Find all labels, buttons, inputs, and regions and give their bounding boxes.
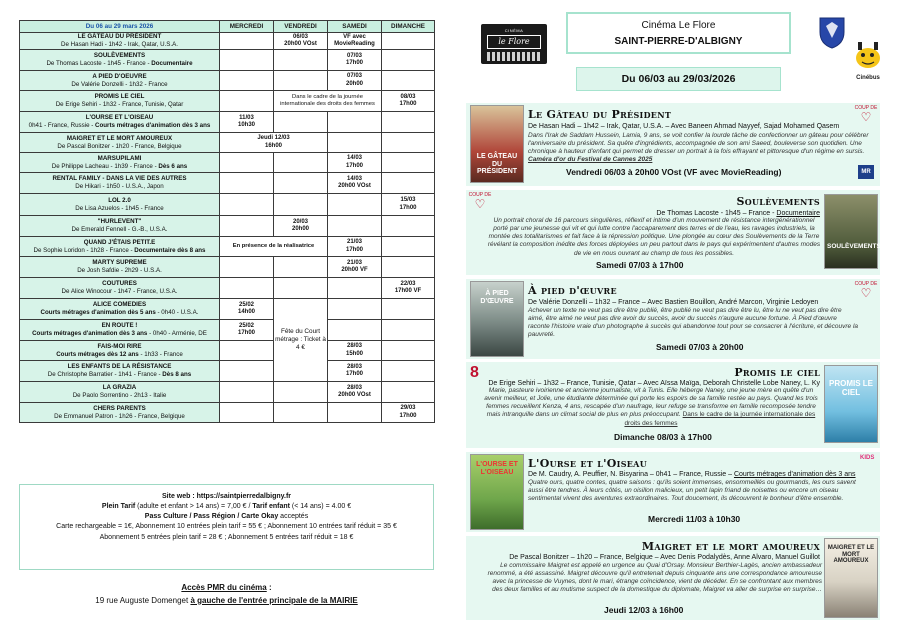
film-synopsis-soulevements: Un portrait choral de 16 parcours singulières, réflexif et intime d'un mouvement de résistance intergénérationnel porté par une jeunesse qui vit et qui lutte contre l'accaparement des terres et de l'eau, les ravages industriels, la montée des totalitarismes et fait face à la répression politique. Une plongée au cœur des Soulèvements de la Terre révélant la composition inédite des forces déployées un peu partout dans le pays qui expérimentent d'autres modes de vie en nous ouvrant au champ de tous les possibles. [487,217,821,257]
schedule-cell-samedi: 28/03 15h00 [328,341,382,361]
poster-soulevements [824,194,881,269]
schedule-film-title: QUAND J'ÉTAIS PETIT.E [83,238,156,246]
pass-after: acceptés [278,513,309,521]
schedule-film-cell [20,33,220,50]
schedule-film-cell [20,257,220,278]
schedule-row [20,71,435,91]
schedule-row [20,216,435,237]
plein-tarif-text: (adulte et enfant > 14 ans) = 7,00 € / [135,503,253,511]
schedule-film-cell [20,91,220,112]
info-box [19,484,434,570]
schedule-film-desc-bold: Courts métrages d'animation dès 3 ans [95,122,211,129]
schedule-table [19,20,435,423]
schedule-film-desc [21,247,218,255]
schedule-row [20,50,435,71]
schedule-cell-mercredi [220,194,274,216]
schedule-cell-vendredi [274,112,328,133]
schedule-cell-vendredi [274,153,328,173]
schedule-row [20,91,435,112]
schedule-cell-mercredi [220,71,274,91]
schedule-row [20,341,435,361]
schedule-cell-dimanche [382,320,435,341]
schedule-film-desc-text: De Paolo Sorrentino - 2h13 - Italie [72,392,167,399]
schedule-film-desc [21,351,218,359]
schedule-cell-dimanche: 15/03 17h00 [382,194,435,216]
schedule-film-title: MARSUPILAMI [97,154,142,162]
heart-icon: ♡ [860,110,872,124]
film-title-promis: Promis le ciel [734,366,820,379]
logo-name: le Flore [487,35,541,49]
column-samedi: SAMEDI [328,21,382,33]
schedule-film-title: PROMIS LE CIEL [94,93,145,101]
cinema-title-box [566,12,791,54]
schedule-film-cell [20,50,220,71]
column-dimanche: DIMANCHE [382,21,435,33]
schedule-cell-dimanche [382,71,435,91]
schedule-film-cell [20,299,220,320]
schedule-film-desc-bold: Courts métrages dès 12 ans [56,350,139,358]
schedule-cell-samedi: 14/03 17h00 [328,153,382,173]
schedule-film-cell [20,341,220,361]
schedule-cell-dimanche: 22/03 17h00 VF [382,278,435,299]
schedule-film-title: MAIGRET ET LE MORT AMOUREUX [66,134,173,142]
schedule-cell-vendredi [274,71,328,91]
schedule-film-title: CHERS PARENTS [93,404,146,412]
film-panel-pied [466,279,880,359]
schedule-film-cell [20,194,220,216]
poster-ourse-title: L'OURSE ET L'OISEAU [476,461,518,476]
schedule-cell-mercredi [220,278,274,299]
schedule-cell-dimanche [382,341,435,361]
womens-day-icon: 8 [470,364,479,381]
schedule-cell-dimanche [382,299,435,320]
poster-promis-title: PROMIS LE CIEL [828,379,873,397]
schedule-film-desc-text: 0h41 - France, Russie - [28,122,96,129]
schedule-film-cell [20,216,220,237]
schedule-film-title: LE GÂTEAU DU PRÉSIDENT [77,33,162,41]
film-panel-promis [466,362,880,448]
schedule-film-desc-text: De Thomas Lacoste - 1h45 - France - [46,60,152,67]
website-link[interactable]: Site web : https://saintpierredalbigny.fr [162,493,291,500]
pass-label: Pass Culture / Pass Région / Carte Okay [144,513,279,521]
pmr-access [19,582,434,608]
schedule-row [20,133,435,153]
film-title-ourse: L'Ourse et l'Oiseau [528,457,647,470]
film-credits-pied: De Valérie Donzelli – 1h32 – France – Avec Bastien Bouillon, André Marcon, Virginie Ledoyen [528,299,819,306]
tarif-line [20,502,433,512]
film-panel-soulevements [466,190,880,275]
schedule-film-title: A PIED D'OEUVRE [92,72,147,80]
schedule-film-cell [20,237,220,257]
pmr-address-detail: à gauche de l'entrée principale de la MAIRIE [190,595,358,605]
schedule-cell-samedi [328,278,382,299]
schedule-cell-mercredi [220,50,274,71]
period-banner: Du 06/03 au 29/03/2026 [576,67,781,91]
schedule-cell-dimanche [382,33,435,50]
schedule-row [20,237,435,257]
schedule-film-title: ALICE COMEDIES [92,301,147,309]
film-synopsis-promis [480,387,822,428]
schedule-row [20,278,435,299]
schedule-row [20,173,435,194]
schedule-cell-dimanche: 29/03 17h00 [382,403,435,423]
coup-de-coeur-badge [854,281,878,301]
film-credits-ourse [528,470,868,479]
schedule-film-desc-bold: Dès 8 ans [162,371,192,378]
schedule-film-title: EN ROUTE ! [101,322,138,330]
schedule-film-desc-text: De Josh Safdie - 2h29 - U.S.A. [77,267,162,274]
schedule-cell-dimanche [382,50,435,71]
schedule-cell-samedi: 21/03 20h00 VF [328,257,382,278]
schedule-film-desc-text: De Emmanuel Patron - 1h26 - France, Belgique [54,412,185,420]
film-synopsis-pied: Achever un texte ne veut pas dire être publié, être publié ne veut pas dire être lu, être lu ne veut pas dire être aimé, être aimé ne veut pas dire avoir du succès, avoir du succès n'augure aucune fortune. À Pied d'œuvre raconte l'histoire vraie d'un photographe à succès qui abandonne tout pour se consacrer à l'écriture, et découvre la pauvreté. [528,307,859,339]
schedule-film-title: SOULÈVEMENTS [93,52,146,60]
film-credits-promis: De Erige Sehiri – 1h32 – France, Tunisie, Qatar – Avec Aïssa Maïga, Deborah Christelle Lobe Naney, L. Ky [488,380,820,387]
award-gateau: Caméra d'or du Festival de Cannes 2025 [528,156,653,164]
schedule-cell-vendredi [274,194,328,216]
schedule-film-desc [21,205,218,213]
schedule-film-desc [21,288,218,296]
schedule-cell-vendredi [274,403,328,423]
schedule-cell-samedi: 07/03 20h00 [328,71,382,91]
cinema-logo [481,24,547,64]
credits-text-ourse: De M. Caudry, A. Peuffier, N. Bisyarina – 0h41 – France, Russie – [528,471,734,478]
schedule-cell-samedi [328,403,382,423]
schedule-cell-mercredi [220,91,274,112]
schedule-film-desc-text: De Sophie Loridon - 1h28 - France - [33,246,135,254]
schedule-row [20,320,435,341]
film-credits-gateau: De Hasan Hadi – 1h42 – Irak, Qatar, U.S.A. – Avec Baneen Ahmad Nayyef, Sajad Mohamed Qasem [528,123,840,130]
credits-text-soulevements: De Thomas Lacoste - 1h45 – France - [656,210,777,217]
plein-tarif-label: Plein Tarif [101,503,136,511]
schedule-cell-mercredi: 25/02 14h00 [220,299,274,320]
moviereading-icon: MR [858,165,874,179]
schedule-film-desc [21,371,218,379]
film-synopsis-ourse: Quatre ours, quatre contes, quatre saisons : qu'ils soient immenses, ensommeillés ou gourmands, les ours savent aussi être tendres. À leurs côtés, un oisillon malicieux, un petit lapin friand de noisettes ou encore un oiseau sentimental vivent des aventures extraordinaires. Tout doucement, ils découvrent le bonheur d'être ensemble. [528,479,856,503]
schedule-cell-samedi: 07/03 17h00 [328,50,382,71]
schedule-cell-mercredi [220,403,274,423]
poster-pied-title: À PIED D'ŒUVRE [480,290,514,305]
credits-genre-soulevements: Documentaire [776,210,820,217]
schedule-film-desc [21,122,218,130]
schedule-film-desc-bold: Courts métrages d'animation dès 5 ans [40,309,156,316]
schedule-cell-mercredi [220,216,274,237]
film-title-pied: À pied d'œuvre [528,284,617,297]
cinebus-logo [850,40,886,82]
schedule-cell-vendredi: 20/03 20h00 [274,216,328,237]
schedule-film-desc [21,226,218,234]
carte-line-2: Abonnement 5 entrées plein tarif = 28 € ; Abonnement 5 entrées tarif réduit = 18 € [99,533,354,541]
schedule-cell-vendredi [274,50,328,71]
schedule-cell-samedi: 28/03 17h00 [328,361,382,382]
poster-gateau [470,105,524,183]
schedule-cell-mercredi [220,382,274,403]
schedule-cell-dimanche [382,257,435,278]
schedule-film-desc [21,81,218,89]
schedule-film-cell [20,403,220,423]
schedule-film-cell [20,71,220,91]
schedule-cell-dimanche [382,173,435,194]
coup-de-coeur-text: COUP DE [468,192,492,198]
cinebus-label: Cinébus [856,75,880,81]
schedule-cell-samedi [328,299,382,320]
coup-de-coeur-badge [854,105,878,125]
schedule-film-title: L'OURSE ET L'OISEAU [85,114,154,122]
synopsis-text-gateau: Dans l'Irak de Saddam Hussein, Lamia, 9 ans, se voit confier la lourde tâche de confectionner un gâteau pour célébrer l'anniversaire du président. Sa quête d'ingrédients, accompagnée de son ami Saeed, bouleverse son quotidien. Une chronique à hauteur d'enfant qui permet de dresser un portrait à la fois effrayant et pittoresque d'un régime en sursis. [528,132,869,156]
schedule-cell-dimanche [382,361,435,382]
pmr-address: 19 rue Auguste Domenget [95,595,191,605]
schedule-film-desc-after: - 0h40 - U.S.A. [155,309,199,316]
schedule-cell-dimanche [382,112,435,133]
schedule-film-cell [20,133,220,153]
schedule-film-cell [20,320,220,341]
schedule-period-header: Du 06 au 29 mars 2026 [20,21,220,33]
schedule-film-desc-text: De Valérie Donzelli - 1h32 - France [71,80,168,88]
schedule-film-desc [21,101,218,109]
schedule-cell-vendredi [274,257,328,278]
schedule-cell-mercredi [220,341,274,361]
pmr-title-after: : [266,583,272,592]
schedule-cell-dimanche [382,133,435,153]
showtime-soulevements: Samedi 07/03 à 17h00 [596,260,684,270]
schedule-film-desc [21,143,218,151]
poster-maigret-title: MAIGRET ET LE MORT AMOUREUX [827,545,875,565]
film-panel-maigret [466,536,880,620]
schedule-cell-samedi [328,194,382,216]
coup-de-coeur-text: COUP DE [854,105,878,111]
schedule-cell-vendredi: Fête du Court métrage : Ticket à 4 € [274,299,328,382]
schedule-film-title: COUTURES [102,280,137,288]
film-synopsis-gateau [528,132,873,165]
schedule-row [20,299,435,320]
schedule-film-desc-text: De Philippe Lacheau - 1h39 - France - [51,162,159,170]
schedule-film-desc [21,413,218,421]
schedule-film-cell [20,382,220,403]
schedule-cell-samedi [328,320,382,341]
schedule-film-desc-text: De Alice Winocour - 1h47 - France, U.S.A. [61,288,178,295]
schedule-film-desc [21,163,218,171]
schedule-film-desc [21,330,218,338]
schedule-cell-vendredi: 06/03 20h00 VOst [274,33,328,50]
schedule-cell-mercredi: 11/03 10h30 [220,112,274,133]
carte-line-1: Carte rechargeable = 1€, Abonnement 10 entrées plein tarif = 55 € ; Abonnement 10 entrées tarif réduit = 35 € [56,523,397,531]
poster-promis [824,365,878,443]
schedule-film-desc-after: - 1h33 - France [138,350,183,358]
column-mercredi: MERCREDI [220,21,274,33]
schedule-film-cell [20,361,220,382]
schedule-film-desc [21,309,218,317]
schedule-cell-mercredi [220,173,274,194]
schedule-cell-vendredi [274,278,328,299]
schedule-header-row [20,21,435,33]
schedule-row [20,33,435,50]
cinema-town: SAINT-PIERRE-D'ALBIGNY [614,36,743,47]
schedule-cell-samedi: 28/03 20h00 VOst [328,382,382,403]
heart-icon: ♡ [860,286,872,300]
schedule-cell-mercredi [220,361,274,382]
town-crest-icon [812,12,852,52]
schedule-film-desc [21,267,218,275]
schedule-cell-dimanche [382,237,435,257]
schedule-cell-mercredi: Jeudi 12/03 16h00 [220,133,328,153]
showtime-maigret: Jeudi 12/03 à 16h00 [604,605,684,615]
schedule-cell-samedi: 14/03 20h00 VOst [328,173,382,194]
cinema-name: Cinéma Le Flore [641,20,716,31]
note-promis: Dans le cadre de la journée internationale des droits des femmes [624,411,816,427]
schedule-film-desc [21,183,218,191]
schedule-film-title: LA GRAZIA [102,384,137,392]
schedule-film-title: "HURLEVENT" [97,218,142,226]
schedule-cell-vendredi: Dans le cadre de la journée internationale des droits des femmes [274,91,382,112]
schedule-film-desc-bold: Documentaire [151,60,193,67]
schedule-row [20,403,435,423]
showtime-ourse: Mercredi 11/03 à 10h30 [648,514,741,524]
schedule-film-desc [21,60,218,68]
pmr-title: Accès PMR du cinéma [181,583,267,592]
schedule-cell-samedi [328,112,382,133]
schedule-row [20,382,435,403]
schedule-film-desc-bold: Courts métrages d'animation dès 3 ans [32,330,148,337]
film-credits-maigret: De Pascal Bonitzer – 1h20 – France, Belgique – Avec Denis Podalydès, Anne Alvaro, Manuel Guillot [509,554,820,561]
schedule-cell-dimanche [382,382,435,403]
film-title-soulevements: Soulèvements [736,195,820,208]
schedule-film-desc-bold: Documentaire dès 8 ans [134,246,206,254]
film-synopsis-maigret: Le commissaire Maigret est appelé en urgence au Quai d'Orsay. Monsieur Berthier-Lagès, ancien ambassadeur renommé, a été assassiné. Maigret découvre qu'il entretenait depuis cinquante ans une correspondance amoureuse avec la princesse de Vuynes, dont le mari, étrange coïncidence, vient de décéder. En se confrontant aux membres des deux familles et au mutisme suspect de la domestique du diplomate, Maigret va aller de surprise en surprise… [487,562,822,594]
column-vendredi: VENDREDI [274,21,328,33]
schedule-film-desc [21,41,218,49]
schedule-film-desc-text: De Hikari - 1h50 - U.S.A., Japon [75,183,164,190]
showtime-gateau: Vendredi 06/03 à 20h00 VOst (VF avec MovieReading) [566,167,782,177]
schedule-cell-vendredi [274,173,328,194]
showtime-pied: Samedi 07/03 à 20h00 [656,342,744,352]
schedule-cell-mercredi [220,33,274,50]
schedule-film-cell [20,153,220,173]
schedule-row [20,194,435,216]
film-panel-gateau [466,103,880,186]
schedule-row [20,112,435,133]
coup-de-coeur-badge [468,192,492,212]
schedule-row [20,361,435,382]
enfant-tarif-label: Tarif enfant [252,503,290,511]
poster-maigret [824,538,878,618]
poster-pied [470,281,524,357]
credits-genre-ourse: Courts métrages d'animation dès 3 ans [733,471,856,478]
film-title-gateau: Le Gâteau du Président [528,108,672,121]
schedule-cell-mercredi [220,153,274,173]
schedule-film-title: FAIS-MOI RIRE [97,342,142,350]
schedule-film-desc-text: De Lisa Azuelos - 1h45 - France [75,204,164,212]
enfant-tarif-text: (< 14 ans) = 4.00 € [289,503,352,511]
film-title-maigret: Maigret et le mort amoureux [641,540,820,553]
schedule-cell-dimanche [382,216,435,237]
schedule-cell-mercredi: En présence de la réalisatrice [220,237,328,257]
coup-de-coeur-text: COUP DE [854,281,878,287]
schedule-film-title: RENTAL FAMILY - DANS LA VIE DES AUTRES [52,175,187,183]
schedule-film-title: LOL 2.0 [108,196,131,204]
schedule-film-desc-text: De Erige Sehiri - 1h32 - France, Tunisie, Qatar [55,101,184,108]
schedule-cell-samedi [328,216,382,237]
logo-small-text: CINÉMA [504,28,524,33]
schedule-film-desc [21,392,218,400]
kids-badge: KIDS [860,455,875,461]
schedule-film-desc-bold: Dès 6 ans [158,162,188,170]
schedule-cell-vendredi [274,382,328,403]
schedule-film-desc-text: De Pascal Bonitzer - 1h20 - France, Belgique [57,142,182,150]
schedule-film-title: LES ENFANTS DE LA RÉSISTANCE [67,363,172,371]
film-panel-ourse [466,452,880,532]
schedule-film-title: MARTY SUPREME [92,259,147,267]
schedule-cell-mercredi [220,257,274,278]
schedule-cell-samedi: VF avec MovieReading [328,33,382,50]
pass-line [20,512,433,522]
schedule-row [20,257,435,278]
schedule-cell-samedi: 21/03 17h00 [328,237,382,257]
cinebus-mascot-icon [850,40,886,70]
schedule-cell-dimanche: 08/03 17h00 [382,91,435,112]
poster-gateau-title: LE GÂTEAU DU PRÉSIDENT [476,152,518,176]
heart-icon: ♡ [474,197,486,211]
synopsis-text-promis: Marie, pasteure ivoirienne et ancienne journaliste, vit à Tunis. Elle héberge Naney, une jeune mère en quête d'un avenir meilleur, et Jolie, une étudiante déterminée qui porte les espoirs de sa famille restée au pays. Quand les trois femmes recueillent Kenza, 4 ans, rescapée d'un naufrage, leur refuge se transforme en famille recomposée tendre mais intranquille dans un climat social de plus en plus préoccupant. [484,387,818,419]
schedule-film-desc-text: De Emerald Fennell - G.-B., U.S.A. [71,226,168,233]
schedule-film-desc-text: De Hasan Hadi - 1h42 - Irak, Qatar, U.S.A. [61,41,178,48]
showtime-promis: Dimanche 08/03 à 17h00 [614,432,712,442]
schedule-film-cell [20,278,220,299]
logo-seats [487,52,541,61]
schedule-film-cell [20,112,220,133]
schedule-film-cell [20,173,220,194]
schedule-film-desc-text: De Christophe Barratier - 1h41 - France - [47,371,163,378]
schedule-film-desc-after: - 0h40 - Arménie, DE [147,330,207,337]
schedule-cell-samedi [328,133,382,153]
poster-ourse [470,454,524,530]
schedule-cell-dimanche [382,153,435,173]
schedule-row [20,153,435,173]
poster-soulevements-title: SOULÈVEMENTS [827,243,881,250]
schedule-cell-mercredi: 25/02 17h00 [220,320,274,341]
